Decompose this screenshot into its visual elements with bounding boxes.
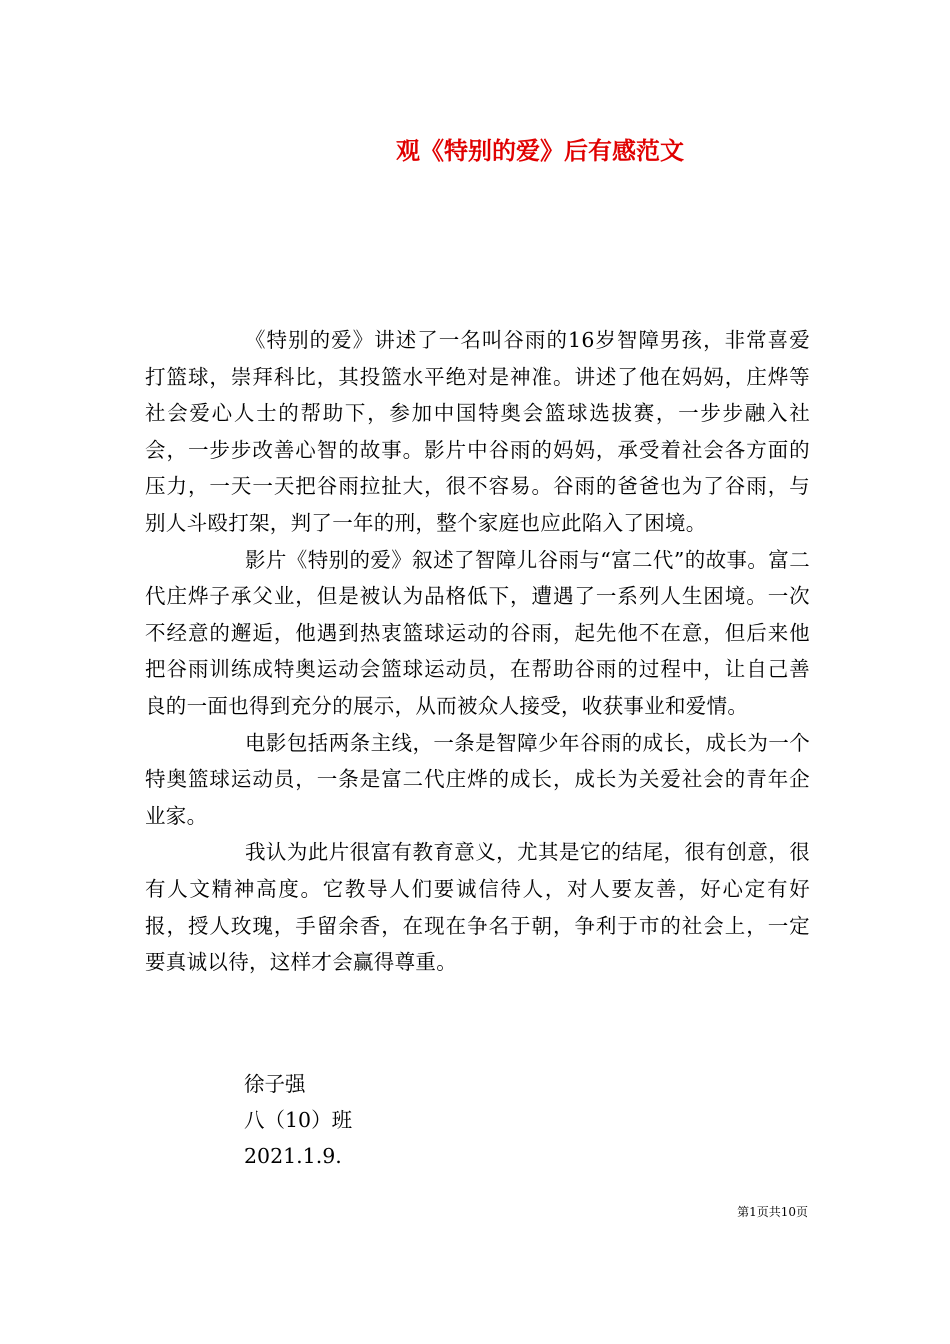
page-number: 第1页共10页 (737, 1205, 808, 1219)
paragraph-4: 我认为此片很富有教育意义，尤其是它的结尾，很有创意，很有人文精神高度。它教导人们要诚信待人，对人要友善，好心定有好报，授人玫瑰，手留余香，在现在争名于朝，争利于市的社会上，一定要真诚以待，这样才会赢得尊重。 (145, 840, 810, 975)
author-name: 徐子强 (244, 1072, 306, 1096)
document-body (145, 322, 810, 981)
paragraph-2: 影片《特别的爱》叙述了智障儿谷雨与“富二代”的故事。富二代庄烨子承父业，但是被认为品格低下，遭遇了一系列人生困境。一次不经意的邂逅，他遇到热衷篮球运动的谷雨，起先他不在意，但后来他把谷雨训练成特奥运动会篮球运动员，在帮助谷雨的过程中，让自己善良的一面也得到充分的展示，从而被众人接受，收获事业和爱情。 (145, 547, 810, 718)
paragraph-3: 电影包括两条主线，一条是智障少年谷雨的成长，成长为一个特奥篮球运动员，一条是富二代庄烨的成长，成长为关爱社会的青年企业家。 (145, 730, 810, 828)
paragraph-1: 《特别的爱》讲述了一名叫谷雨的16岁智障男孩，非常喜爱打篮球，崇拜科比，其投篮水平绝对是神准。讲述了他在妈妈，庄烨等社会爱心人士的帮助下，参加中国特奥会篮球选拔赛，一步步融入社会，一步步改善心智的故事。影片中谷雨的妈妈，承受着社会各方面的压力，一天一天把谷雨拉扯大，很不容易。谷雨的爸爸也为了谷雨，与别人斗殴打架，判了一年的刑，整个家庭也应此陷入了困境。 (145, 328, 810, 535)
document-title: 观《特别的爱》后有感范文 (396, 136, 684, 165)
document-date: 2021.1.9. (244, 1144, 342, 1168)
author-class: 八（10）班 (244, 1108, 353, 1132)
